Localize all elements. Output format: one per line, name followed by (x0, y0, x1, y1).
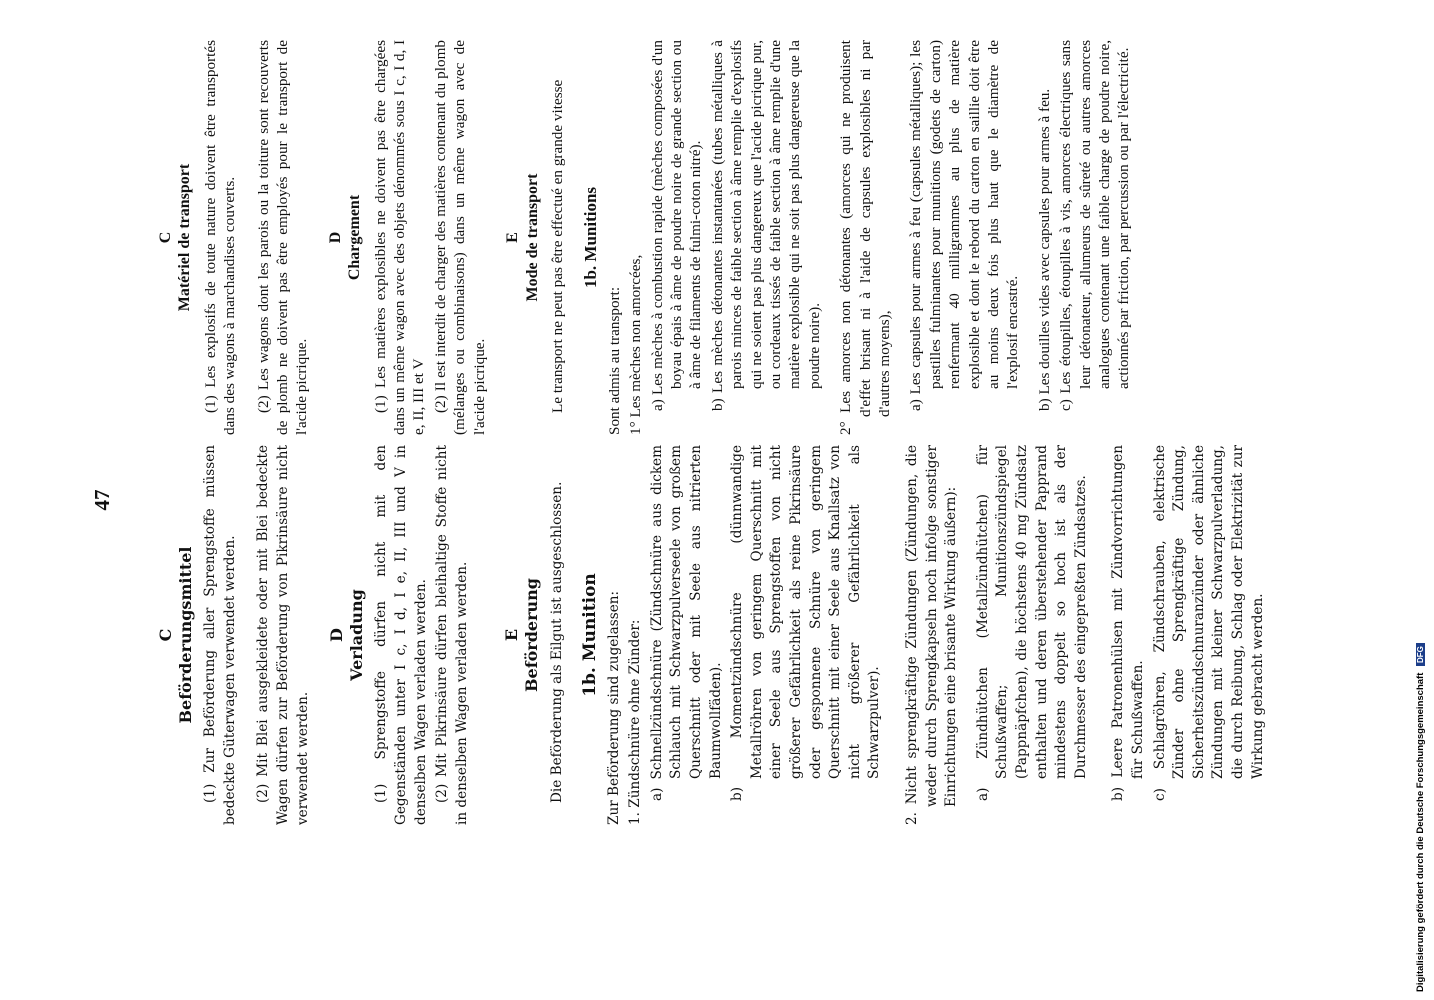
munition-item1b-de: b) Momentzündschnüre (dünnwandige Metallröhren von geringem Querschnitt mit einer Seele aus Sprengstoffen von nicht größerer Gefährlichkeit als reine Pikrinsäure oder gesponnene Schnüre von geringem Querschnitt mit einer Seele aus Knallsatz von nicht größerer Gefährlichkeit als Schwarzpulver). (729, 445, 883, 801)
paragraph-e1-de: Die Beförderung als Eilgut ist ausgeschlossen. (548, 481, 565, 803)
munition-item2b-de: b) Leere Patronenhülsen mit Zündvorrichtungen für Schußwaffen. (1110, 445, 1146, 801)
section-letter-e-fr: E (504, 232, 522, 243)
digitization-credit-text: Digitalisierung gefördert durch die Deutsche Forschungsgemeinschaft (1415, 672, 1426, 992)
paragraph-c2-fr: (2) Les wagons dont les parois ou la toiture sont recouverts de plomb ne doivent pas être employés pour le transport de l'acide picrique. (254, 40, 311, 435)
munition-item1-de: 1. Zündschnüre ohne Zünder: (627, 619, 644, 825)
page-number: 47 (90, 489, 114, 511)
section-letter-d-de: D (327, 628, 347, 642)
section-title-munition-de: 1b. Munition (580, 573, 601, 697)
munitions-item2c-fr: c) Les étoupilles, étoupilles à vis, amorces électriques sans leur détonateur, allumeurs de sûreté ou autres amorces analogues contenant une faible charge de poudre noire, actionnés par friction, par percussion ou par l'électricité. (1057, 40, 1133, 411)
section-title-c-fr: Matériel de transport (176, 163, 194, 312)
dfg-logo: DFG (1416, 643, 1425, 666)
section-letter-d-fr: D (326, 231, 344, 244)
german-column (150, 445, 1268, 825)
section-title-c-de: Beförderungsmittel (175, 546, 195, 724)
paragraph-d2-fr: (2) Il est interdit de charger des matières contenant du plomb (mélanges ou combinaisons) dans un même wagon avec de l'acide picrique. (431, 40, 488, 435)
munitions-item1a-fr: a) Les mèches à combustion rapide (mèches composées d'un boyau épais à âme de poudre noire de grande section ou à âme de filaments de fulmi-coton nitré). (648, 40, 705, 411)
munition-item2-de: 2. Nicht sprengkräftige Zündungen (Zündungen, die weder durch Sprengkapseln noch infolge sonstiger Einrichtungen eine brisante Wirkung äußern): (904, 445, 960, 825)
paragraph-c2-de: (2) Mit Blei ausgekleidete oder mit Blei bedeckte Wagen dürfen zur Beförderung von Pikrinsäure nicht verwendet werden. (255, 445, 311, 825)
section-title-d-de: Verladung (346, 589, 366, 681)
munitions-item2-fr: 2° Les amorces non détonantes (amorces qui ne produisent d'effet brisant ni à l'aide de capsules explosibles ni par d'autres moyens), (837, 40, 893, 435)
paragraph-c1-de: (1) Zur Beförderung aller Sprengstoffe müssen bedeckte Güterwagen verwendet werden. (202, 445, 238, 825)
munitions-item2a-fr: a) Les capsules pour armes à feu (capsules métalliques); les pastilles fulminantes pour munitions (godets de carton) renfermant 40 milligrammes au plus de matière explosible et dont le rebord du carton en saillie doit être au moins deux fois plus haut que le diamètre de l'explosif encastré. (907, 40, 1022, 411)
munition-item2c-de: c) Schlagröhren, Zündschrauben, elektrische Zünder ohne Sprengkräftige Zündung, Sicherheitszündschnuranzünder oder ähnliche Zündungen mit kleiner Schwarzpulverladung, die durch Reibung, Schlag oder Elektrizität zur Wirkung gebracht werden. (1151, 445, 1266, 801)
munitions-intro-fr: Sont admis au transport: (605, 286, 623, 435)
section-title-munitions-fr: 1b. Munitions (581, 186, 601, 289)
munitions-item1b-fr: b) Les mèches détonantes instantanées (tubes métalliques à parois minces de faible section à âme remplie d'explosifs qui ne soient pas plus dangereux que l'acide picrique pur, ou cordeaux tissés de faible section à âme remplie d'une matière explosible qui ne soit pas plus dangereuse que la poudre noire). (708, 40, 823, 411)
section-title-e-fr: Mode de transport (523, 173, 541, 302)
digitization-credit (1415, 0, 1426, 992)
munition-intro-de: Zur Beförderung sind zugelassen: (605, 590, 622, 825)
paragraph-e1-fr: Le transport ne peut pas être effectué en grande vitesse (548, 79, 566, 413)
munitions-item2b-fr: b) Les douilles vides avec capsules pour armes à feu. (1035, 88, 1053, 411)
paragraph-d1-de: (1) Sprengstoffe dürfen nicht mit den Gegenständen unter I c, I d, I e, II, III und V in denselben Wagen verladen werden. (373, 445, 429, 825)
section-letter-c-de: C (156, 628, 175, 642)
section-letter-e-de: E (502, 628, 522, 642)
munition-item1a-de: a) Schnellzündschnüre (Zündschnüre aus dickem Schlauch mit Schwarzpulverseele von großem Querschnitt oder mit Seele aus nitrierten Baumwollfäden). (648, 445, 724, 801)
section-title-d-fr: Chargement (346, 194, 364, 281)
paragraph-d2-de: (2) Mit Pikrinsäure dürfen bleihaltige Stoffe nicht in denselben Wagen verladen werden. (434, 445, 470, 825)
section-title-e-de: Beförderung (521, 578, 541, 692)
munitions-item1-fr: 1° Les mèches non amorcées, (627, 254, 645, 435)
french-column (150, 40, 1134, 435)
paragraph-c1-fr: (1) Les explosifs de toute nature doivent être transportés dans des wagons à marchandises couverts. (201, 40, 239, 435)
munition-item2a-de: a) Zündhütchen (Metallzündhütchen) für Schußwaffen; Munitionszündspiegel (Pappnäpfchen), die höchstens 40 mg Zündsatz enthalten und deren überstehender Papprand mindestens doppelt so hoch ist als der Durchmesser des eingepreßten Zündsatzes. (974, 445, 1089, 801)
section-letter-c-fr: C (157, 231, 174, 244)
paragraph-d1-fr: (1) Les matières explosibles ne doivent pas être chargées dans un même wagon avec des objets dénommés sous I c, I d, I e, II, III et V (371, 40, 428, 435)
